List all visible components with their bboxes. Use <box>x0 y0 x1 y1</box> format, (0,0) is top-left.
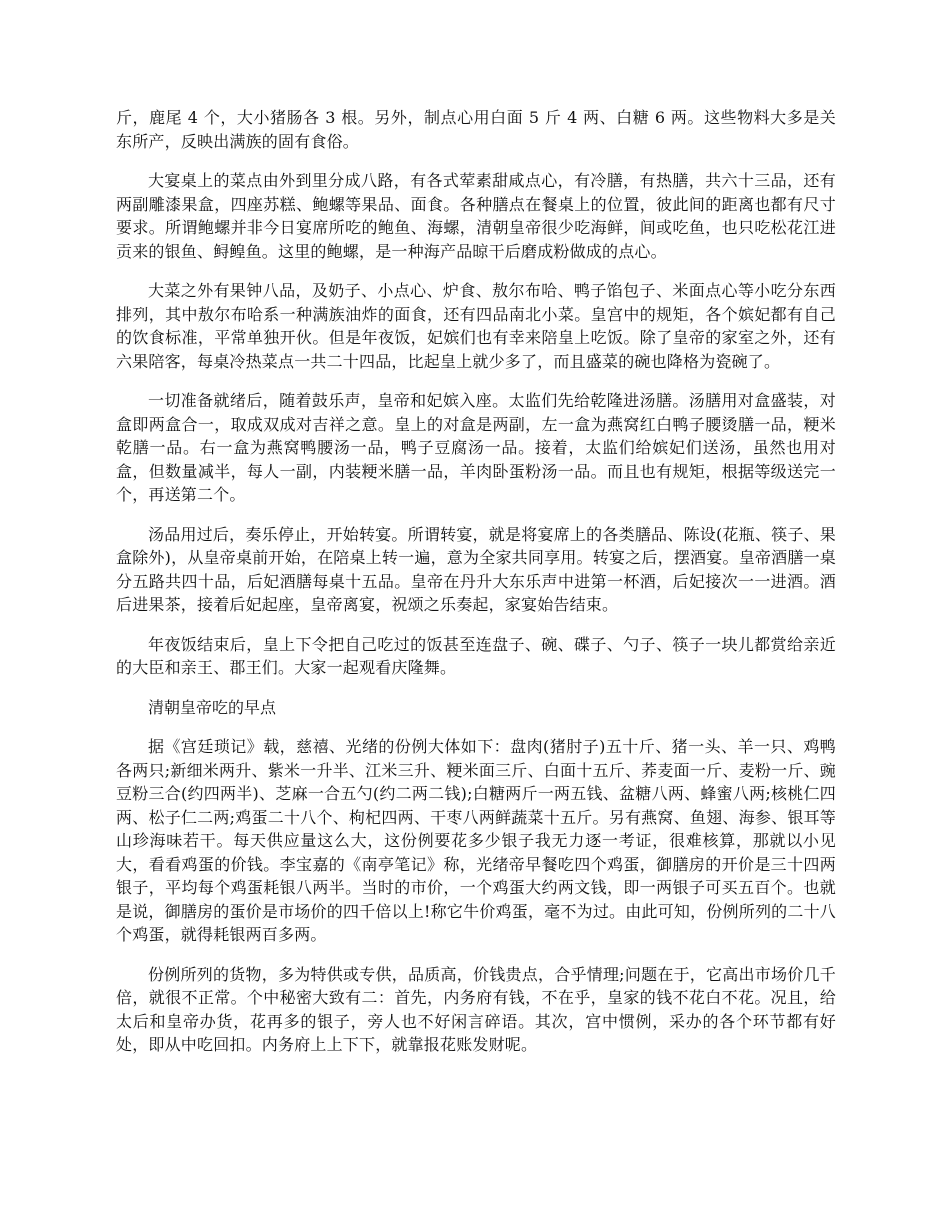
paragraph-6: 年夜饭结束后，皇上下令把自己吃过的饭甚至连盘子、碗、碟子、勺子、筷子一块儿都赏给亲近的大臣和亲王、郡王们。大家一起观看庆隆舞。 <box>116 634 836 677</box>
section-heading: 清朝皇帝吃的早点 <box>148 697 277 717</box>
document-body <box>116 106 836 1073</box>
paragraph-3: 大菜之外有果钟八品，及奶子、小点心、炉食、敖尔布哈、鸭子馅包子、米面点心等小吃分东西排列，其中敖尔布哈系一种满族油炸的面食，还有四品南北小菜。皇宫中的规矩，各个嫔妃都有自己的饮食标准，平常单独开伙。但是年夜饭，妃嫔们也有幸来陪皇上吃饭。除了皇帝的家室之外，还有六果陪客，每桌冷热菜点一共二十四品，比起皇上就少多了，而且盛菜的碗也降格为瓷碗了。 <box>116 281 836 371</box>
paragraph-7: 据《宫廷琐记》载，慈禧、光绪的份例大体如下：盘肉(猪肘子)五十斤、猪一头、羊一只、鸡鸭各两只;新细米两升、紫米一升半、江米三升、粳米面三斤、白面十五斤、荞麦面一斤、麦粉一斤、豌豆粉三合(约四两半)、芝麻一合五勺(约二两二钱);白糖两斤一两五钱、盆糖八两、蜂蜜八两;核桃仁四两、松子仁二两;鸡蛋二十八个、枸杞四两、干枣八两鲜蔬菜十五斤。另有燕窝、鱼翅、海参、银耳等山珍海味若干。每天供应量这么大，这份例要花多少银子我无力逐一考证，很难核算，那就以小见大，看看鸡蛋的价钱。李宝嘉的《南亭笔记》称，光绪帝早餐吃四个鸡蛋，御膳房的开价是三十四两银子，平均每个鸡蛋耗银八两半。当时的市价，一个鸡蛋大约两文钱，即一两银子可买五百个。也就是说，御膳房的蛋价是市场价的四千倍以上!称它牛价鸡蛋，毫不为过。由此可知，份例所列的二十八个鸡蛋，就得耗银两百多两。 <box>116 737 836 944</box>
paragraph-1: 斤，鹿尾 4 个，大小猪肠各 3 根。另外，制点心用白面 5 斤 4 两、白糖 6 两。这些物料大多是关东所产，反映出满族的固有食俗。 <box>116 108 836 151</box>
paragraph-8: 份例所列的货物，多为特供或专供，品质高，价钱贵点，合乎情理;问题在于，它高出市场价几千倍，就很不正常。个中秘密大致有二：首先，内务府有钱，不在乎，皇家的钱不花白不花。况且，给太后和皇帝办货，花再多的银子，旁人也不好闲言碎语。其次，宫中惯例，采办的各个环节都有好处，即从中吃回扣。内务府上上下下，就靠报花账发财呢。 <box>116 964 836 1054</box>
paragraph-5: 汤品用过后，奏乐停止，开始转宴。所谓转宴，就是将宴席上的各类膳品、陈设(花瓶、筷子、果盒除外)，从皇帝桌前开始，在陪桌上转一遍，意为全家共同享用。转宴之后，摆酒宴。皇帝酒膳一桌分五路共四十品，后妃酒膳每桌十五品。皇帝在丹升大东乐声中进第一杯酒，后妃接次一一进酒。酒后进果茶，接着后妃起座，皇帝离宴，祝颂之乐奏起，家宴始告结束。 <box>116 524 836 614</box>
paragraph-4: 一切准备就绪后，随着鼓乐声，皇帝和妃嫔入座。太监们先给乾隆进汤膳。汤膳用对盒盛装，对盒即两盒合一，取成双成对吉祥之意。皇上的对盒是两副，左一盒为燕窝红白鸭子腰烫膳一品，粳米乾膳一品。右一盒为燕窝鸭腰汤一品，鸭子豆腐汤一品。接着，太监们给嫔妃们送汤，虽然也用对盒，但数量减半，每人一副，内装粳米膳一品，羊肉卧蛋粉汤一品。而且也有规矩，根据等级送完一个，再送第二个。 <box>116 391 836 504</box>
paragraph-2: 大宴桌上的菜点由外到里分成八路，有各式荤素甜咸点心，有冷膳，有热膳，共六十三品，还有两副雕漆果盒，四座苏糕、鲍螺等果品、面食。各种膳点在餐桌上的位置，彼此间的距离也都有尺寸要求。所谓鲍螺并非今日宴席所吃的鲍鱼、海螺，清朝皇帝很少吃海鲜，间或吃鱼，也只吃松花江进贡来的银鱼、鲟鳇鱼。这里的鲍螺，是一种海产品晾干后磨成粉做成的点心。 <box>116 171 836 261</box>
